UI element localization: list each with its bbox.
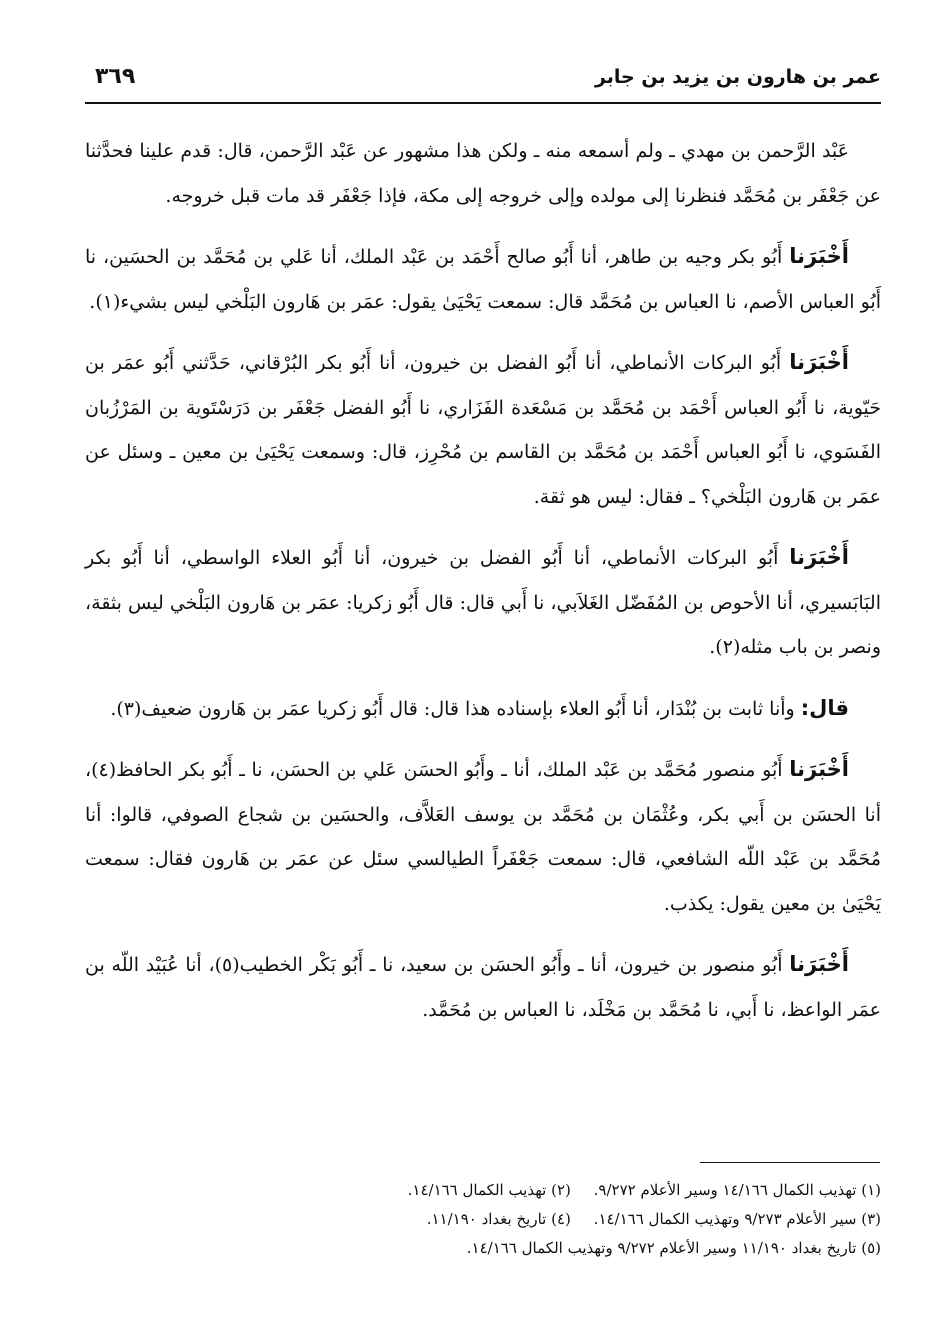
paragraph-lead: أَخْبَرَنا [789,244,849,268]
paragraph-text: أَبُو منصور بن خيرون، أنا ـ وأَبُو الحسَن بن سعيد، نا ـ أَبُو بَكْر الخطيب(٥)، أنا عُبَيْد اللّه بن عمَر الواعظ، نا أَبي، نا مُحَمَّد بن مَخْلَد، نا العباس بن مُحَمَّد. [85,954,881,1021]
running-title: عمر بن هارون بن يزيد بن جابر [594,66,881,88]
paragraph [85,686,881,732]
paragraph-text: أَبُو منصور مُحَمَّد بن عَبْد الملك، أنا ـ وأَبُو الحسَن عَلي بن الحسَن، نا ـ أَبُو بكر الحافظ(٤)، أنا الحسَن بن أَبي بكر، وعُثْمَان بن مُحَمَّد بن يوسف العَلاَّف، والحسَين بن شجاع الصوفي، قالوا: أنا مُحَمَّد بن عَبْد اللّه الشافعي، قال: سمعت جَعْفَراً الطيالسي سئل عن عمَر بن هَارون فقال: سمعت يَحْيَىٰ بن معين يقول: يكذب. [85,759,881,915]
footnote-row [85,1234,881,1263]
paragraph-text: أَبُو بكر وجيه بن طاهر، أنا أَبُو صالح أَحْمَد بن عَبْد الملك، أنا عَلي بن مُحَمَّد بن الحسَين، نا أَبُو العباس الأصم، نا العباس بن مُحَمَّد قال: سمعت يَحْيَىٰ يقول: عمَر بن هَارون البَلْخي ليس بشيء(١). [85,246,881,313]
paragraph-lead: أَخْبَرَنا [789,952,849,976]
footnote: (٤) تاريخ بغداد ١١/١٩٠. [426,1210,571,1228]
paragraph-text: أَبُو البركات الأنماطي، أنا أَبُو الفضل بن خيرون، أنا أَبُو العلاء الواسطي، أنا أَبُو بكر البَابَسيري، أنا الأحوص بن المُفَضّل الغَلاَبي، نا أَبي قال: قال أَبُو زكريا: عمَر بن هَارون البَلْخي ليس بثقة، ونصر بن باب مثله(٢). [85,547,881,658]
footnote: (١) تهذيب الكمال ١٤/١٦٦ وسير الأعلام ٩/٢٧٢. [593,1181,881,1199]
paragraph [85,340,881,519]
page-number: ٣٦٩ [95,64,136,89]
footnote-row [85,1205,881,1234]
paragraph [85,942,881,1032]
paragraph-text: أَبُو البركات الأنماطي، أنا أَبُو الفضل بن خيرون، أنا أَبُو بكر البُرْقاني، حَدَّثني أَبُو عمَر بن حَيّوية، نا أَبُو العباس أَحْمَد بن مُحَمَّد بن مَسْعَدة الفَزَاري، نا أَبُو الفضل جَعْفَر بن دَرَسْتَوية بن المَرْزُبان الفَسَوي، نا أَبُو العباس أَحْمَد بن مُحَمَّد بن القاسم بن مُحْرِز، قال: وسمعت يَحْيَىٰ بن معين ـ وسئل عن عمَر بن هَارون البَلْخي؟ ـ فقال: ليس هو ثقة. [85,352,881,508]
footnote: (٥) تاريخ بغداد ١١/١٩٠ وسير الأعلام ٩/٢٧٢ وتهذيب الكمال ١٤/١٦٦. [466,1239,881,1257]
paragraph [85,234,881,324]
footnote-separator [700,1162,880,1163]
main-text [85,128,881,1048]
footnotes [85,1176,881,1263]
paragraph-text: وأنا ثابت بن بُنْدَار، أنا أَبُو العلاء بإسناده هذا قال: قال أَبُو زكريا عمَر بن هَارون ضعيف(٣). [110,697,801,720]
footnote-row [85,1176,881,1205]
page-header [85,62,881,104]
paragraph [85,128,881,218]
paragraph-lead: قال: [800,695,849,720]
paragraph-text: عَبْد الرَّحمن بن مهدي ـ ولم أسمعه منه ـ ولكن هذا مشهور عن عَبْد الرَّحمن، قال: قدم علينا فحدَّثنا عن جَعْفَر بن مُحَمَّد فنظرنا إلى مولده وإلى خروجه إلى مكة، فإذا جَعْفَر قد مات قبل خروجه. [85,140,881,207]
footnote: (٢) تهذيب الكمال ١٤/١٦٦. [407,1181,571,1199]
paragraph-lead: أَخْبَرَنا [789,350,849,374]
footnote: (٣) سير الأعلام ٩/٢٧٣ وتهذيب الكمال ١٤/١٦٦. [593,1210,881,1228]
paragraph-lead: أَخْبَرَنا [789,757,849,781]
paragraph [85,535,881,670]
paragraph [85,747,881,926]
paragraph-lead: أَخْبَرَنا [789,545,849,569]
